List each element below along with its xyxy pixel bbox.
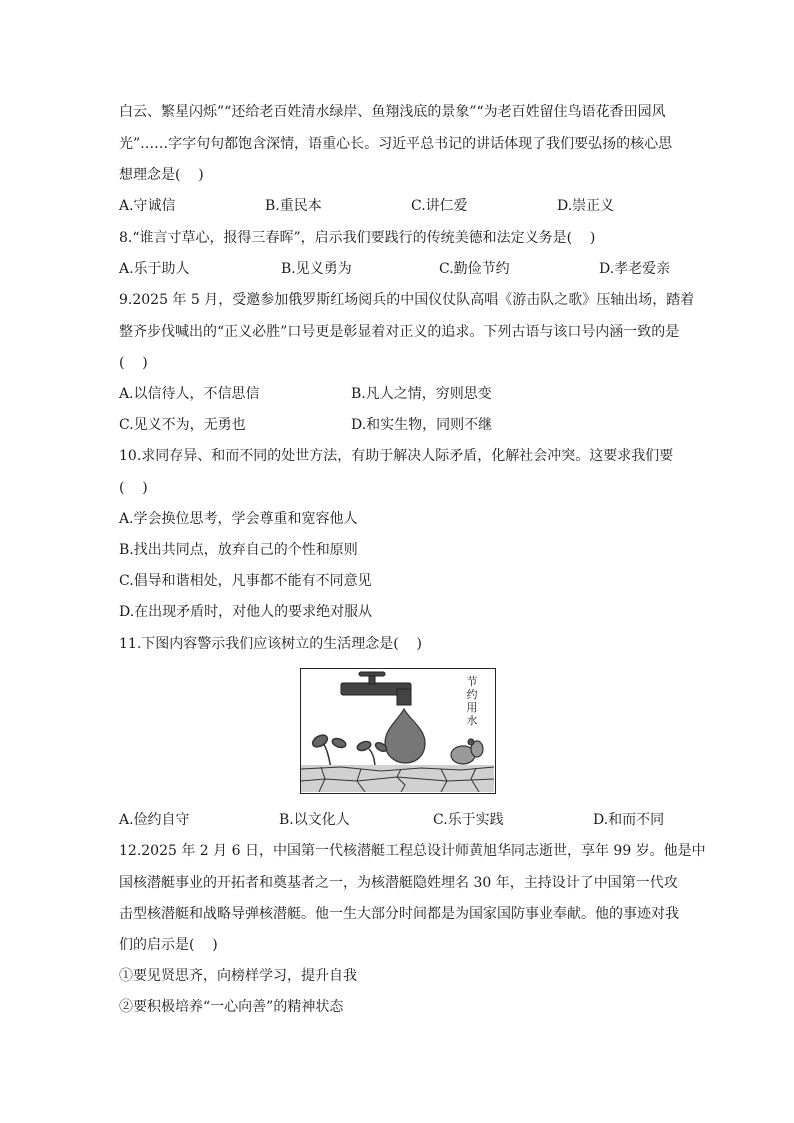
q12-item-1: ①要见贤思齐，向榜样学习，提升自我 bbox=[119, 968, 357, 984]
faucet-icon bbox=[341, 672, 411, 705]
q9-option-b: B.凡人之情，穷则思变 bbox=[351, 386, 492, 402]
q10-option-d: D.在出现矛盾时，对他人的要求绝对服从 bbox=[119, 604, 373, 620]
q10-option-b: B.找出共同点，放弃自己的个性和原则 bbox=[119, 542, 358, 558]
q9-options-row-1 bbox=[119, 384, 679, 404]
figure-caption-vertical: 节约用水 bbox=[466, 675, 478, 727]
water-drop-icon bbox=[385, 709, 425, 763]
q7-stem-line-3: 想理念是( ) bbox=[119, 167, 204, 183]
cracked-ground bbox=[301, 765, 494, 792]
q10-option-a: A.学会换位思考，学会尊重和宽容他人 bbox=[119, 511, 358, 527]
q7-options bbox=[119, 196, 679, 216]
q12-stem-line-2: 国核潜艇事业的开拓者和奠基者之一，为核潜艇隐姓埋名 30 年，主持设计了中国第一代攻 bbox=[119, 875, 678, 891]
q11-option-b: B.以文化人 bbox=[279, 812, 350, 828]
q8-options bbox=[119, 259, 679, 279]
q12-stem-line-1: 12.2025 年 2 月 6 日，中国第一代核潜艇工程总设计师黄旭华同志逝世，享年 99 岁。他是中 bbox=[119, 843, 706, 859]
q7-stem-line-2: 光”……字字句句都饱含深情，语重心长。习近平总书记的讲话体现了我们要弘扬的核心思 bbox=[119, 136, 673, 152]
q10-option-c: C.倡导和谐相处，凡事都不能有不同意见 bbox=[119, 573, 372, 589]
q10-stem-line-1: 10.求同存异、和而不同的处世方法，有助于解决人际矛盾，化解社会冲突。这要求我们要 bbox=[119, 448, 674, 464]
q9-stem-line-2: 整齐步伐喊出的“正义必胜”口号更是彰显着对正义的追求。下列古语与该口号内涵一致的是 bbox=[119, 324, 680, 340]
q7-stem-line-1: 白云、繁星闪烁”“还给老百姓清水绿岸、鱼翔浅底的景象”“为老百姓留住鸟语花香田园风 bbox=[119, 104, 666, 120]
q12-stem-line-3: 击型核潜艇和战略导弹核潜艇。他一生大部分时间都是为国家国防事业奉献。他的事迹对我 bbox=[119, 906, 679, 922]
q9-options-row-2 bbox=[119, 415, 679, 435]
q8-stem: 8.“谁言寸草心，报得三春晖”，启示我们要践行的传统美德和法定义务是( ) bbox=[119, 230, 596, 246]
q10-stem-line-2: ( ) bbox=[119, 480, 148, 496]
q9-stem-line-3: ( ) bbox=[119, 355, 148, 371]
q7-option-d: D.崇正义 bbox=[557, 198, 615, 214]
q11-option-c: C.乐于实践 bbox=[433, 812, 504, 828]
q9-stem-line-1: 9.2025 年 5 月，受邀参加俄罗斯红场阅兵的中国仪仗队高唱《游击队之歌》压轴出场，踏着 bbox=[119, 292, 695, 308]
cactus-icon bbox=[451, 739, 483, 764]
withered-plant-icon bbox=[311, 733, 388, 769]
q9-option-a: A.以信待人，不信思信 bbox=[119, 386, 260, 402]
q7-option-c: C.讲仁爱 bbox=[411, 198, 468, 214]
q8-option-c: C.勤俭节约 bbox=[439, 261, 510, 277]
q12-stem-line-4: 们的启示是( ) bbox=[119, 937, 218, 953]
water-saving-illustration bbox=[300, 668, 496, 794]
q11-option-a: A.俭约自守 bbox=[119, 812, 190, 828]
q9-option-d: D.和实生物，同则不继 bbox=[351, 417, 493, 433]
q8-option-b: B.见义勇为 bbox=[281, 261, 352, 277]
q11-options bbox=[119, 810, 679, 830]
q9-option-c: C.见义不为，无勇也 bbox=[119, 417, 246, 433]
q7-option-a: A.守诚信 bbox=[119, 198, 176, 214]
q8-option-d: D.孝老爱亲 bbox=[599, 261, 671, 277]
q11-stem: 11.下图内容警示我们应该树立的生活理念是( ) bbox=[119, 636, 422, 652]
q11-option-d: D.和而不同 bbox=[593, 812, 665, 828]
q7-option-b: B.重民本 bbox=[265, 198, 322, 214]
q12-item-2: ②要积极培养“一心向善”的精神状态 bbox=[119, 999, 344, 1015]
q8-option-a: A.乐于助人 bbox=[119, 261, 190, 277]
